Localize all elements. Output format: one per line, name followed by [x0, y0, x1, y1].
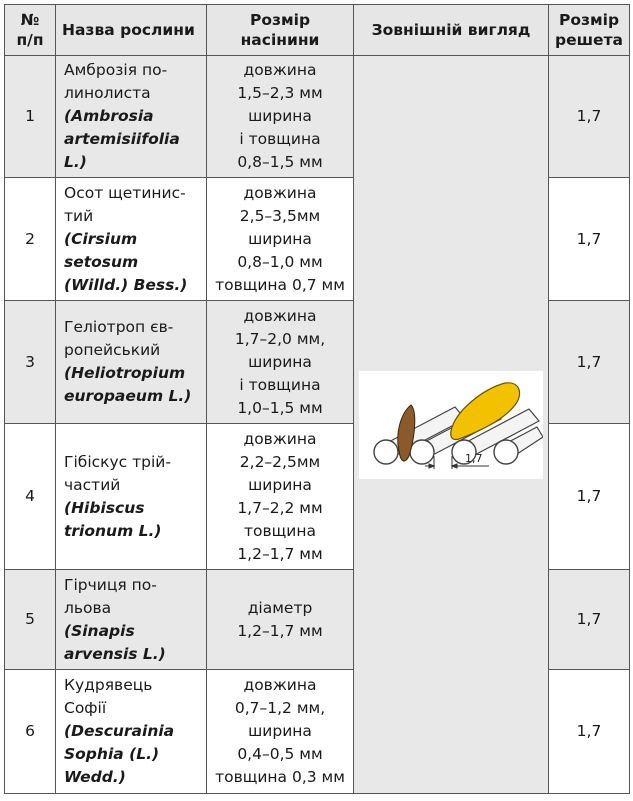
- plant-name: Осот щетинис- тий (Cirsium setosum (Willd.) Bess.): [56, 178, 207, 301]
- sieve-size: 1,7: [549, 56, 630, 178]
- seed-size: довжина 2,5–3,5мм ширина 0,8–1,0 мм товщина 0,7 мм: [207, 178, 354, 301]
- plant-name: Кудрявець Софії (Descurainia Sophia (L.) Wedd.): [56, 670, 207, 794]
- row-number: 1: [5, 56, 56, 178]
- header-plant-name: Назва рослини: [56, 5, 207, 56]
- sieve-size: 1,7: [549, 570, 630, 670]
- rod-end-circle: [410, 440, 434, 464]
- seed-size: довжина 2,2–2,5мм ширина 1,7–2,2 мм товщина 1,2–1,7 мм: [207, 424, 354, 570]
- seed-size: довжина 1,5–2,3 мм ширина і товщина 0,8–1,5 мм: [207, 56, 354, 178]
- rod-end-circle: [374, 440, 398, 464]
- table-row: [5, 56, 630, 178]
- plant-name: Амброзія по- линолиста (Ambrosia artemisiifolia L.): [56, 56, 207, 178]
- weed-seeds-table: [4, 4, 630, 794]
- seed-size: довжина 0,7–1,2 мм, ширина 0,4–0,5 мм товщина 0,3 мм: [207, 670, 354, 794]
- plant-name: Гірчиця по- льова (Sinapis arvensis L.): [56, 570, 207, 670]
- sieve-size: 1,7: [549, 424, 630, 570]
- header-sieve-size: Розмір решета: [549, 5, 630, 56]
- row-number: 4: [5, 424, 56, 570]
- row-number: 5: [5, 570, 56, 670]
- row-number: 6: [5, 670, 56, 794]
- header-row: [5, 5, 630, 56]
- header-seed-size: Розмір насінини: [207, 5, 354, 56]
- header-num: № п/п: [5, 5, 56, 56]
- header-appearance: Зовнішній вигляд: [354, 5, 549, 56]
- sieve-size: 1,7: [549, 301, 630, 424]
- dimension-label: 1,7: [465, 451, 483, 465]
- row-number: 2: [5, 178, 56, 301]
- seed-size: довжина 1,7–2,0 мм, ширина і товщина 1,0–1,5 мм: [207, 301, 354, 424]
- plant-name: Геліотроп єв- ропейський (Heliotropium europaeum L.): [56, 301, 207, 424]
- row-number: 3: [5, 301, 56, 424]
- seed-on-sieve-illustration: [359, 371, 543, 479]
- sieve-size: 1,7: [549, 178, 630, 301]
- sieve-size: 1,7: [549, 670, 630, 794]
- seed-size: діаметр 1,2–1,7 мм: [207, 570, 354, 670]
- appearance-cell: [354, 56, 549, 794]
- plant-name: Гібіскус трій- частий (Hibiscus trionum L.): [56, 424, 207, 570]
- rod-end-circle: [494, 440, 518, 464]
